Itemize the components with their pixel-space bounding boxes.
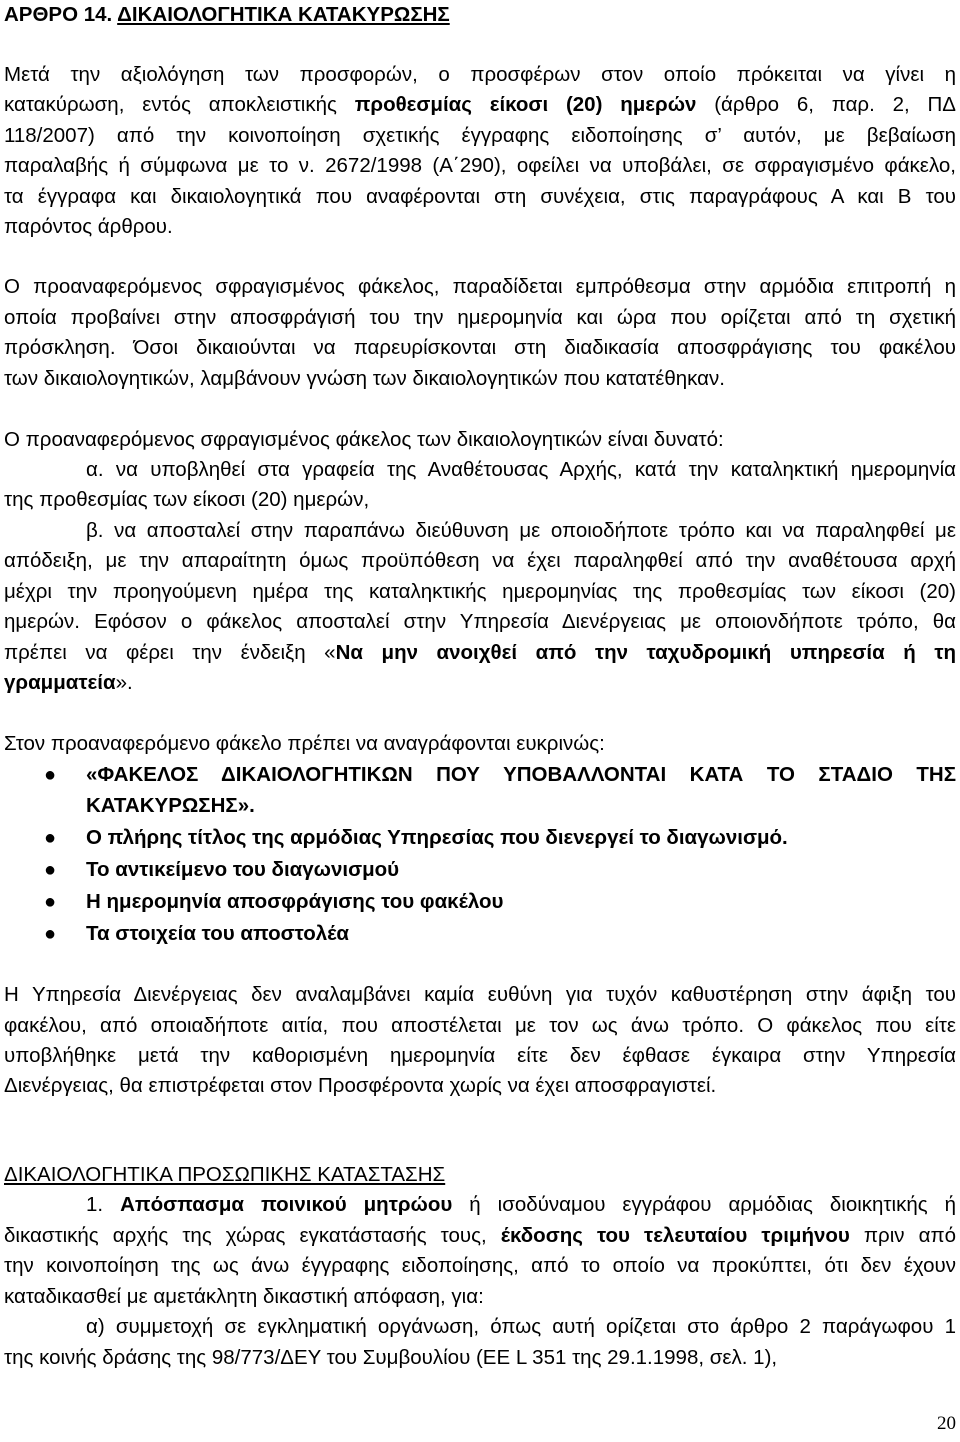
p5-line-2: φακέλου, από οποιαδήποτε αιτία, που αποστέλεται με τον ως άνω τρόπο. Ο φάκελος που είτε xyxy=(4,1014,956,1037)
p3-warning-bold: Να μην ανοιχθεί από την ταχυδρομική υπηρεσία ή τη xyxy=(335,641,956,664)
p5-line-4: Διενέργειας, θα επιστρέφεται στον Προσφέροντα χωρίς να έχει αποσφραγιστεί. xyxy=(4,1074,717,1097)
p3-option-b-line-6 xyxy=(4,668,956,698)
p3-option-b-line-5 xyxy=(4,638,956,668)
bullet-item-4 xyxy=(4,887,956,917)
bullet-item-5 xyxy=(4,919,956,949)
bullet-item-5-text: Τα στοιχεία του αποστολέα xyxy=(86,922,349,945)
p1-line-2-text: κατακύρωση, εντός αποκλειστικής xyxy=(4,93,355,116)
section-line-3: την κοινοποίηση της ως άνω έγγραφης ειδοποίησης, από το οποίο να προκύπτει, ότι δεν έχουν xyxy=(4,1254,956,1277)
section-line-2 xyxy=(4,1221,956,1251)
bullet-item-1-text: «ΦΑΚΕΛΟΣ ΔΙΚΑΙΟΛΟΓΗΤΙΚΩΝ ΠΟΥ ΥΠΟΒΑΛΛΟΝΤΑΙ ΚΑΤΑ ΤΟ ΣΤΑΔΙΟ ΤΗΣ xyxy=(86,763,956,786)
bullet-item-3 xyxy=(4,855,956,885)
p3-b5-text: πρέπει να φέρει την ένδειξη « xyxy=(4,641,336,664)
bullet-icon: ● xyxy=(44,891,57,913)
p2-line-3: πρόσκληση. Όσοι δικαιούνται να παρευρίσκονται στη διαδικασία αποσφράγισης του φακέλου xyxy=(4,336,956,359)
p1-line-2 xyxy=(4,90,956,120)
p2-line-4: των δικαιολογητικών, λαμβάνουν γνώση των δικαιολογητικών που κατατέθηκαν. xyxy=(4,367,725,390)
bullet-item-4-text: Η ημερομηνία αποσφράγισης του φακέλου xyxy=(86,890,504,913)
bullet-item-3-text: Το αντικείμενο του διαγωνισμού xyxy=(86,858,400,881)
p1-line-6: παρόντος άρθρου. xyxy=(4,215,173,238)
p1-line-5: τα έγγραφα και δικαιολογητικά που αναφέρονται στη συνέχεια, στις παραγράφους Α και Β του xyxy=(4,185,956,208)
section-item-number: 1. xyxy=(86,1193,121,1216)
p1-line-3: 118/2007) από την κοινοποίηση σχετικής έγγραφης ειδοποίησης σ’ αυτόν, με βεβαίωση xyxy=(4,124,956,147)
section-line-5: α) συμμετοχή σε εγκληματική οργάνωση, όπως αυτή ορίζεται στο άρθρο 2 παράγωφου 1 xyxy=(86,1315,956,1338)
p3-option-a-line-2: της προθεσμίας των είκοσι (20) ημερών, xyxy=(4,488,370,511)
bullet-item-2-text: Ο πλήρης τίτλος της αρμόδιας Υπηρεσίας που διενεργεί το διαγωνισμό. xyxy=(86,826,788,849)
bullet-icon: ● xyxy=(44,923,57,945)
bullet-item-1-line-1 xyxy=(4,760,956,790)
section-line-4: καταδικασθεί με αμετάκλητη δικαστική απόφαση, για: xyxy=(4,1285,484,1308)
bullet-item-1-line-2: ΚΑΤΑΚΥΡΩΣΗΣ». xyxy=(86,794,255,817)
p3-warning-bold-end: γραμματεία xyxy=(4,671,116,694)
bullet-icon: ● xyxy=(44,827,57,849)
section-line-2-end: πριν από xyxy=(849,1224,956,1247)
section-line-2-text: δικαστικής αρχής της χώρας εγκατάστασής τους, xyxy=(4,1224,501,1247)
p1-line-2-end: (άρθρο 6, παρ. 2, ΠΔ xyxy=(696,93,956,116)
p1-deadline-bold: προθεσμίας είκοσι (20) ημερών xyxy=(354,93,697,116)
section-line-6: της κοινής δράσης της 98/773/ΔΕΥ του Συμβουλίου (ΕΕ L 351 της 29.1.1998, σελ. 1), xyxy=(4,1346,778,1369)
p3-option-b-line-4: ημερών. Εφόσον ο φάκελος αποσταλεί στην Υπηρεσία Διενέργειας με οποιονδήποτε τρόπο, θα xyxy=(4,610,956,633)
section-item-1-text: ή ισοδύναμου εγγράφου αρμόδιας διοικητικής ή xyxy=(452,1193,956,1216)
p3-intro: Ο προαναφερόμενος σφραγισμένος φάκελος των δικαιολογητικών είναι δυνατό: xyxy=(4,428,724,451)
section-heading: ΔΙΚΑΙΟΛΟΓΗΤΙΚΑ ΠΡΟΣΩΠΙΚΗΣ ΚΑΤΑΣΤΑΣΗΣ xyxy=(4,1163,446,1186)
bullet-icon: ● xyxy=(44,764,57,786)
p3-option-a-line-1: α. να υποβληθεί στα γραφεία της Αναθέτουσας Αρχής, κατά την καταληκτική ημερομηνία xyxy=(86,458,956,481)
p2-line-1: Ο προαναφερόμενος σφραγισμένος φάκελος, παραδίδεται εμπρόθεσμα στην αρμόδια επιτροπή η xyxy=(4,275,956,298)
p3-option-b-line-1: β. να αποσταλεί στην παραπάνω διεύθυνση με οποιοδήποτε τρόπο και να παραληφθεί με xyxy=(86,519,956,542)
p2-line-2: οποία προβαίνει στην αποσφράγισή του την ημερομηνία και ώρα που ορίζεται από τη σχετική xyxy=(4,306,956,329)
article-title xyxy=(4,0,956,30)
p5-line-1: Η Υπηρεσία Διενέργειας δεν αναλαμβάνει καμία ευθύνη για τυχόν καθυστέρηση στην άφιξη του xyxy=(4,983,956,1006)
section-line-2-bold: έκδοσης του τελευταίου τριμήνου xyxy=(500,1224,850,1247)
section-item-1-bold: Απόσπασμα ποινικού μητρώου xyxy=(120,1193,453,1216)
p1-line-4: παραλαβής ή σύμφωνα με το ν. 2672/1998 (Α΄290), οφείλει να υποβάλει, σε σφραγισμένο φάκελο, xyxy=(4,154,956,177)
p3-option-b-line-2: απόδειξη, με την απαραίτητη όμως προϋπόθεση να έχει παραληφθεί από την αναθέτουσα αρχή xyxy=(4,549,956,572)
article-title-prefix: ΑΡΘΡΟ 14. xyxy=(4,3,118,26)
section-item-1-line-1 xyxy=(4,1190,956,1220)
article-title-underlined: ΔΙΚΑΙΟΛΟΓΗΤΙΚΑ ΚΑΤΑΚΥΡΩΣΗΣ xyxy=(117,3,450,26)
bullet-item-2 xyxy=(4,823,956,853)
p3-option-b-line-3: μέχρι την προηγούμενη ημέρα της καταληκτικής ημερομηνίας της προθεσμίας των είκοσι (20) xyxy=(4,580,956,603)
page-number: 20 xyxy=(937,1413,956,1434)
p1-line-1: Μετά την αξιολόγηση των προσφορών, ο προσφέρων στον οποίο πρόκειται να γίνει η xyxy=(4,63,956,86)
p4-intro: Στον προαναφερόμενο φάκελο πρέπει να αναγράφονται ευκρινώς: xyxy=(4,732,605,755)
bullet-icon: ● xyxy=(44,859,57,881)
p5-line-3: υποβλήθηκε μετά την καθορισμένη ημερομηνία είτε δεν έφθασε έγκαιρα στην Υπηρεσία xyxy=(4,1044,956,1067)
p3-b6-end: ». xyxy=(115,671,133,694)
